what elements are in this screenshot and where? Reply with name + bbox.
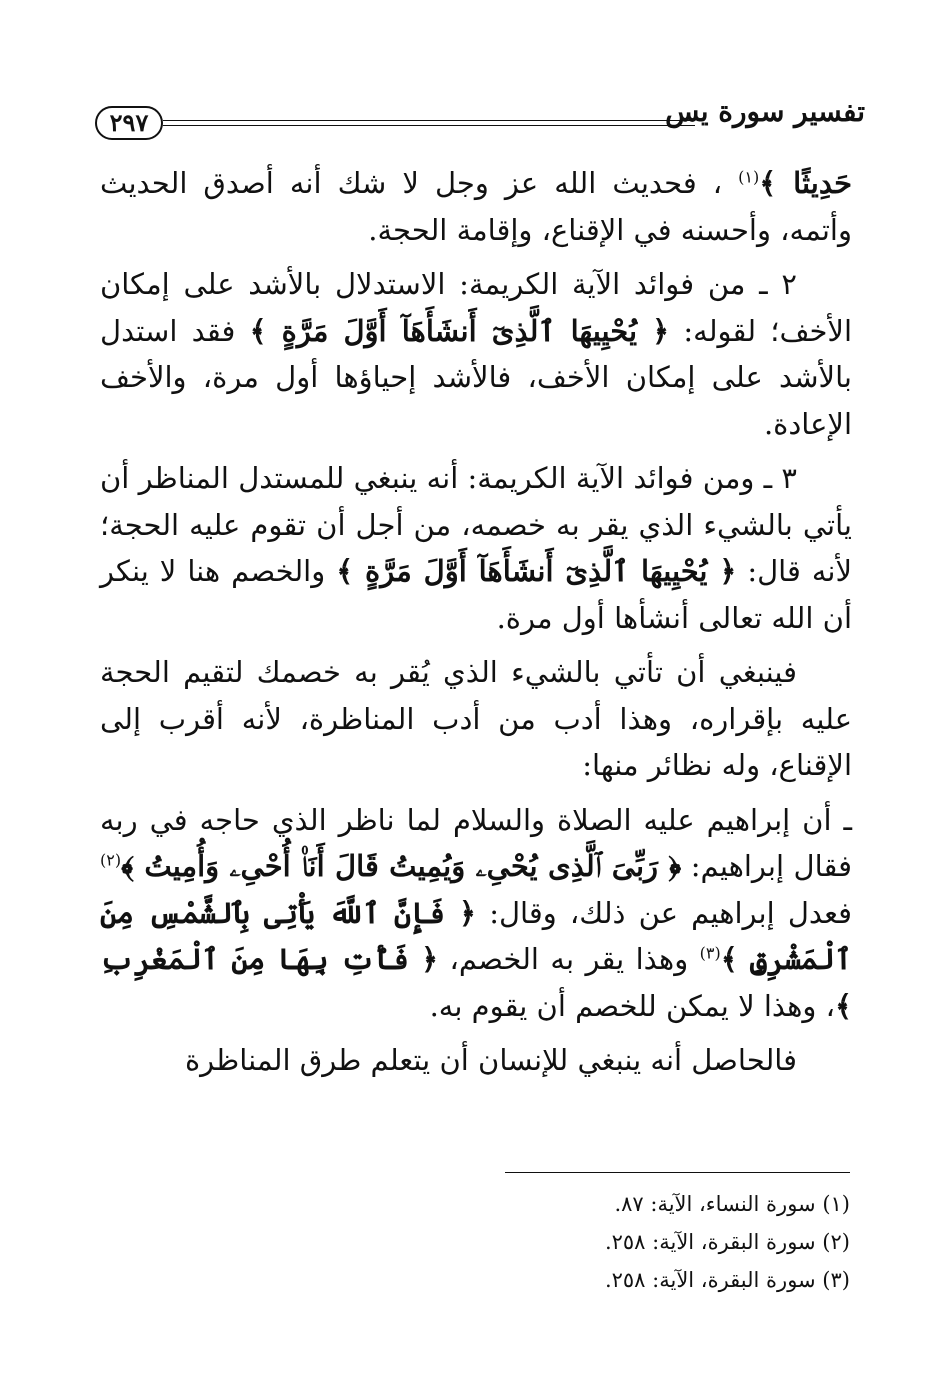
paragraph xyxy=(100,455,852,641)
header-rule xyxy=(163,125,695,126)
quran-verse: ﴿ يُحْيِيهَا ٱلَّذِىٓ أَنشَأَهَآ أَوَّلَ مَرَّةٍ ﴾ xyxy=(249,313,670,348)
footnote: (١) سورة النساء، الآية: ٨٧. xyxy=(614,1192,850,1216)
paragraph-text: والخصم هنا لا ينكر أن الله تعالى أنشأها أول مرة. xyxy=(100,554,852,635)
header-rule xyxy=(163,120,695,121)
footnote-marker: (٣) xyxy=(699,943,721,963)
main-text xyxy=(100,160,852,1092)
paragraph-text: فالحاصل أنه ينبغي للإنسان أن يتعلم طرق المناظرة xyxy=(184,1043,797,1077)
paragraph xyxy=(100,1037,852,1084)
paragraph-text: ، فحديث الله عز وجل لا شك أنه أصدق الحديث وأتمه، وأحسنه في الإقناع، وإقامة الحجة. xyxy=(100,166,852,247)
quran-verse: ﴿ رَبِّىَ ٱلَّذِى يُحْىِۦ وَيُمِيتُ قَالَ أَنَا۠ أُحْىِۦ وَأُمِيتُ ﴾ xyxy=(121,849,682,883)
paragraph-text: ٣ ـ ومن فوائد الآية الكريمة: أنه ينبغي للمستدل المناظر أن يأتي بالشيء الذي يقر به خصمه، من أجل أن تقوم عليه الحجة؛ لأنه قال: xyxy=(100,461,852,588)
paragraph-text: ـ أن إبراهيم عليه الصلاة والسلام لما ناظر الذي حاجه في ربه فقال إبراهيم: xyxy=(100,802,852,883)
paragraph xyxy=(100,261,852,447)
quran-verse: ﴿ يُحْيِيهَا ٱلَّذِىٓ أَنشَأَهَآ أَوَّلَ مَرَّةٍ ﴾ xyxy=(336,554,737,588)
footnotes xyxy=(100,1185,850,1299)
paragraph-text: فينبغي أن تأتي بالشيء الذي يُقر به خصمك لتقيم الحجة عليه بإقراره، وهذا أدب من أدب المناظرة، لأنه أقرب إلى الإقناع، وله نظائر منها: xyxy=(100,655,853,782)
footnote-separator xyxy=(505,1172,850,1173)
quran-verse: حَدِيثًا ﴾ xyxy=(759,166,852,200)
running-title: تفسير سورة يس xyxy=(665,95,865,128)
footnote: (٣) سورة البقرة، الآية: ٢٥٨. xyxy=(604,1268,850,1292)
paragraph-text: فعدل إبراهيم عن ذلك، وقال: xyxy=(476,895,852,930)
paragraph xyxy=(100,160,852,253)
quran-verse: ﴿ فَإِنَّ ٱللَّهَ يَأْتِى بِٱلشَّمْسِ مِنَ ٱلْمَشْرِقِ ﴾ xyxy=(100,895,852,976)
paragraph-text: ، وهذا لا يمكن للخصم أن يقوم به. xyxy=(429,988,835,1023)
paragraph-text: وهذا يقر به الخصم، xyxy=(438,942,700,976)
footnote: (٢) سورة البقرة، الآية: ٢٥٨. xyxy=(604,1230,850,1254)
paragraph-text: ٢ ـ من فوائد الآية الكريمة: الاستدلال بالأشد على إمكان الأخف؛ لقوله: xyxy=(100,267,852,348)
quran-verse: ﴿ فَأْتِ بِهَا مِنَ ٱلْمَغْرِبِ ﴾ xyxy=(100,942,852,1023)
paragraph xyxy=(100,797,852,1030)
paragraph xyxy=(100,649,852,789)
footnote-marker: (١) xyxy=(738,167,760,187)
page-number: ٢٩٧ xyxy=(95,106,163,140)
footnote-marker: (٢) xyxy=(100,850,122,870)
page-header xyxy=(95,92,865,142)
paragraph-text: فقد استدل بالأشد على إمكان الأخف، فالأشد إحياؤها أول مرة، والأخف الإعادة. xyxy=(100,313,852,441)
